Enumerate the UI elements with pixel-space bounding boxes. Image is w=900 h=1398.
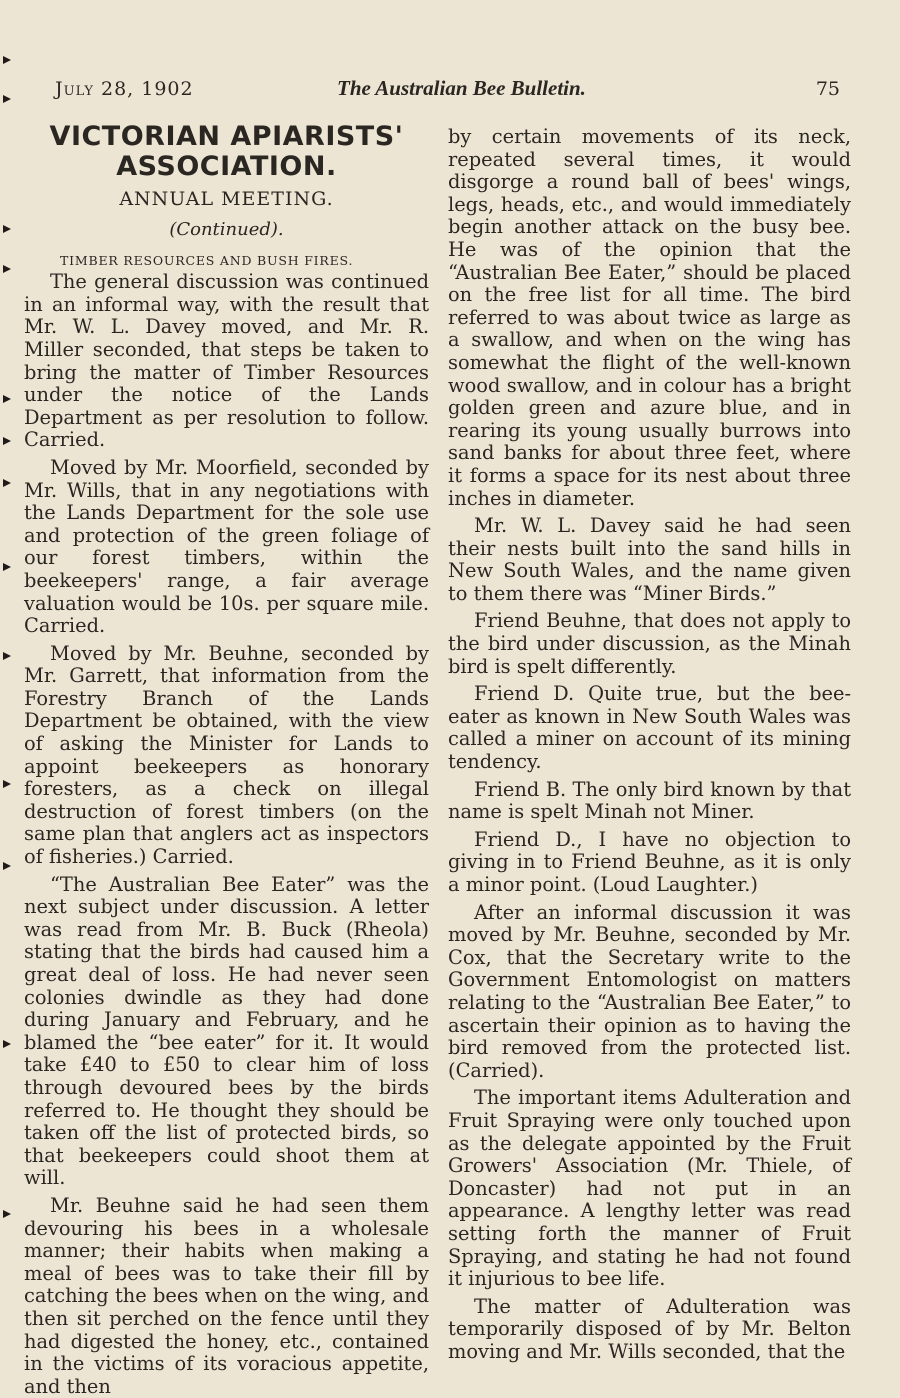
binding-mark-icon: [3, 1210, 11, 1218]
running-header: [55, 78, 840, 108]
binding-mark-icon: [3, 265, 11, 273]
margin-binding-marks: [0, 0, 20, 1380]
paragraph: The matter of Adulteration was temporarily disposed of by Mr. Belton moving and Mr. Wills seconded, that the: [448, 1294, 851, 1363]
binding-mark-icon: [3, 862, 11, 870]
binding-mark-icon: [3, 479, 11, 487]
paragraph: Moved by Mr. Beuhne, seconded by Mr. Garrett, that information from the Forestry Branch of the Lands Department be obtained, with the view of asking the Minister for Lands to appoint beekeepers as honorary foresters, as a check on illegal destruction of forest timbers (on the same plan that anglers act as inspectors of fisheries.) Carried.: [24, 641, 429, 869]
binding-mark-icon: [3, 95, 11, 103]
paragraph: After an informal discussion it was moved by Mr. Beuhne, seconded by Mr. Cox, that the Secretary write to the Government Entomologist on matters relating to the “Australian Bee Eater,” to ascertain their opinion as to having the bird removed from the protected list. (Carried).: [448, 900, 851, 1082]
binding-mark-icon: [3, 563, 11, 571]
binding-mark-icon: [3, 225, 11, 233]
right-column: [448, 126, 851, 1363]
paragraph: Mr. W. L. Davey said he had seen their nests built into the sand hills in New South Wales, and the name given to them there was “Miner Birds.”: [448, 514, 851, 605]
article-subtitle: ANNUAL MEETING.: [119, 188, 334, 210]
page-number: 75: [815, 78, 840, 100]
paragraph: Mr. Beuhne said he had seen them devouring his bees in a wholesale manner; their habits when making a meal of bees was to take their fill by catching the bees when on the wing, and then sit perched on the fence until they had digested the honey, etc., contained in the victims of its voracious appetite, and then: [24, 1193, 429, 1398]
issue-date: July 28, 1902: [55, 78, 194, 100]
binding-mark-icon: [3, 395, 11, 403]
paragraph: Friend D. Quite true, but the bee-eater as known in New South Wales was called a miner on account of its mining tendency.: [448, 682, 851, 774]
paragraph: The general discussion was continued in an informal way, with the result that Mr. W. L. Davey moved, and Mr. R. Miller seconded, that steps be taken to bring the matter of Timber Resources under the notice of the Lands Department as per resolution to follow. Carried.: [24, 270, 429, 452]
binding-mark-icon: [3, 437, 11, 445]
binding-mark-icon: [3, 780, 11, 788]
binding-mark-icon: [3, 652, 11, 660]
binding-mark-icon: [3, 56, 11, 64]
paragraph: Moved by Mr. Moorfield, seconded by Mr. Wills, that in any negotiations with the Lands Department for the sole use and protection of the green foliage of our forest timbers, within the beekeepers' range, a fair average valuation would be 10s. per square mile. Carried.: [24, 455, 429, 638]
paragraph: by certain movements of its neck, repeated several times, it would disgorge a round ball of bees' wings, legs, heads, etc., and would immediately begin another attack on the busy bee. He was of the opinion that the “Australian Bee Eater,” should be placed on the free list for all time. The bird referred to was about twice as large as a swallow, and when on the wing has somewhat the flight of the well-known wood swallow, and in colour has a bright golden green and azure blue, and in rearing its young usually burrows into sand banks for about three feet, where it forms a space for its nest about three inches in diameter.: [448, 125, 851, 510]
article-title: VICTORIAN APIARISTS' ASSOCIATION.: [49, 121, 404, 182]
paragraph: Friend Beuhne, that does not apply to the bird under discussion, as the Minah bird is spelt differently.: [448, 609, 851, 678]
paragraph: “The Australian Bee Eater” was the next subject under discussion. A letter was read from Mr. B. Buck (Rheola) stating that the birds had caused him a great deal of loss. He had never seen colonies dwindle as they had done during January and February, and he blamed the “bee eater” for it. It would take £40 to £50 to clear him of loss through devoured bees by the birds referred to. He thought they should be taken off the list of protected birds, so that beekeepers could shoot them at will.: [24, 872, 429, 1190]
binding-mark-icon: [3, 1040, 11, 1048]
paragraph: The important items Adulteration and Fruit Spraying were only touched upon as the delegate appointed by the Fruit Growers' Association (Mr. Thiele, of Doncaster) had not put in an appearance. A lengthy letter was read setting forth the manner of Fruit Spraying, and stating he had not found it injurious to bee life.: [448, 1086, 851, 1291]
continued-note: (Continued).: [169, 218, 284, 240]
publication-title: The Australian Bee Bulletin.: [337, 76, 586, 100]
section-subheading: TIMBER RESOURCES AND BUSH FIRES.: [60, 253, 354, 269]
left-column: [24, 122, 429, 1398]
paragraph: Friend B. The only bird known by that name is spelt Minah not Miner.: [448, 777, 851, 824]
paragraph: Friend D., I have no objection to giving in to Friend Beuhne, as it is only a minor point. (Loud Laughter.): [448, 827, 851, 896]
